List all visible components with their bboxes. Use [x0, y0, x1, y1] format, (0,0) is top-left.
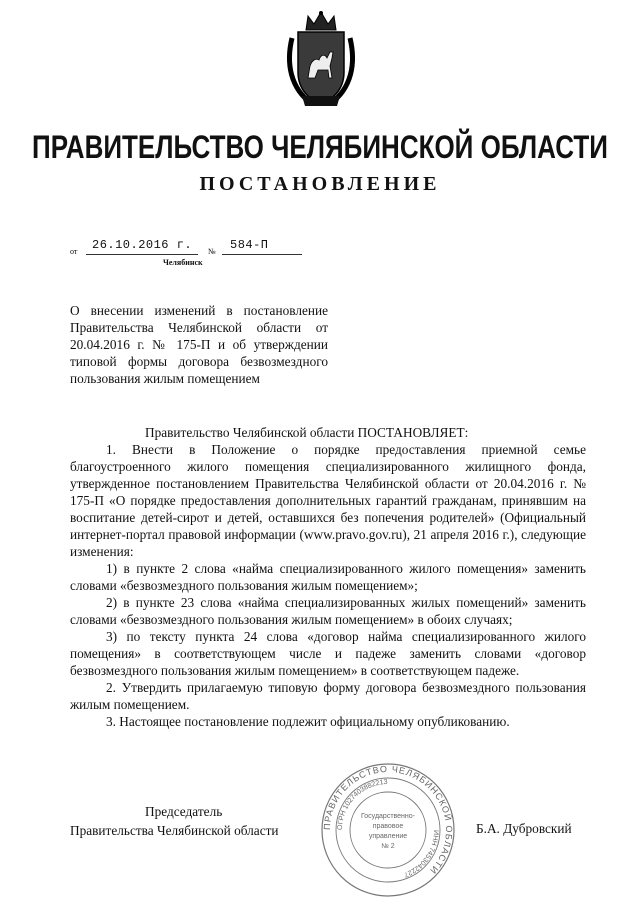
- paragraph-2: 2. Утвердить прилагаемую типовую форму договора безвозмездного пользования жилым помещением.: [70, 680, 586, 712]
- paragraph-1-1: 1) в пункте 2 слова «найма специализированного жилого помещения» заменить словами «безвозмездного пользования жилым помещением»;: [70, 561, 586, 593]
- stamp-inner-line3: управление: [368, 833, 408, 840]
- document-number: 584-П: [230, 238, 269, 252]
- signatory-title-line2: Правительства Челябинской области: [70, 823, 279, 838]
- number-label: №: [208, 247, 216, 256]
- signatory-title: [70, 802, 330, 840]
- date-underline: [86, 254, 198, 255]
- government-title: ПРАВИТЕЛЬСТВО ЧЕЛЯБИНСКОЙ ОБЛАСТИ: [32, 128, 608, 166]
- document-subject: О внесении изменений в постановление Правительства Челябинской области от 20.04.2016 г. № 175-П и об утверждении типовой формы договора безвозмездного пользования жилым помещением: [70, 303, 328, 386]
- intro-paragraph: Правительство Челябинской области ПОСТАНОВЛЯЕТ:: [145, 425, 469, 440]
- paragraph-1-2: 2) в пункте 23 слова «найма специализированных жилых помещений» заменить словами «безвозмездного пользования жилым помещением» в обоих случаях;: [70, 595, 586, 627]
- paragraph-3: 3. Настоящее постановление подлежит официальному опубликованию.: [106, 714, 510, 729]
- stamp-inner-line1: Государственно-: [360, 813, 416, 820]
- coat-of-arms-icon: [282, 8, 360, 110]
- document-city: Челябинск: [163, 258, 203, 267]
- document-type: ПОСТАНОВЛЕНИЕ: [199, 173, 441, 195]
- paragraph-1-3: 3) по тексту пункта 24 слова «договор найма специализированного жилого помещения» в соответствующем числе и падеже заменить словами «договор безвозмездного пользования жилым помещением» в соответствующем падеже.: [70, 629, 586, 678]
- document-body: [70, 424, 586, 730]
- official-stamp: [320, 762, 456, 898]
- stamp-ogrn: ОГРН 1027403882213: [336, 778, 388, 831]
- document-meta: [70, 238, 310, 268]
- stamp-inner-line2: правовое: [372, 823, 404, 830]
- stamp-inn: ИНН 7453042227: [402, 829, 440, 878]
- document-date: 26.10.2016 г.: [92, 238, 193, 252]
- number-underline: [222, 254, 302, 255]
- signatory-title-line1: Председатель: [145, 804, 223, 819]
- signatory-name: Б.А. Дубровский: [476, 821, 572, 836]
- from-label: от: [70, 247, 78, 256]
- stamp-inner-line4: № 2: [381, 843, 395, 850]
- paragraph-1: 1. Внести в Положение о порядке предоставления приемной семье благоустроенного жилого помещения специализированного жилищного фонда, утвержденное постановлением Правительства Челябинской области от 20.04.2016 г. № 175-П «О порядке предоставления дополнительных гарантий гражданам, принявшим на воспитание детей-сирот и детей, оставшихся без попечения родителей» (Официальный интернет-портал правовой информации (www.pravo.gov.ru), 21 апреля 2016 г.), следующие изменения:: [70, 442, 586, 559]
- stamp-outer-text: ПРАВИТЕЛЬСТВО ЧЕЛЯБИНСКОЙ ОБЛАСТИ: [321, 763, 455, 877]
